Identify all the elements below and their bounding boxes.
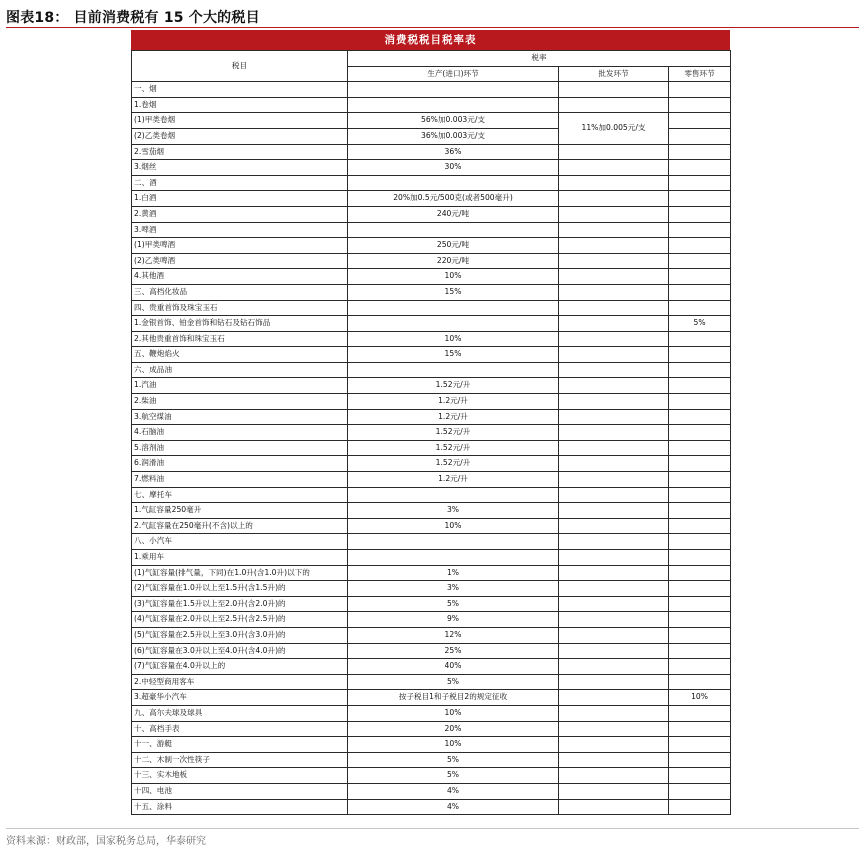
retail-rate-cell xyxy=(669,253,731,269)
tax-item-cell: 4.石脑油 xyxy=(132,425,348,441)
table-row xyxy=(132,783,731,799)
tax-item-cell: (4)气缸容量在2.0升以上至2.5升(含2.5升)的 xyxy=(132,612,348,628)
table-row xyxy=(132,206,731,222)
table-row xyxy=(132,316,731,332)
retail-rate-cell xyxy=(669,534,731,550)
tax-item-cell: 十一、游艇 xyxy=(132,737,348,753)
retail-rate-cell xyxy=(669,565,731,581)
tax-item-cell: 九、高尔夫球及球具 xyxy=(132,705,348,721)
tax-item-cell: 四、贵重首饰及珠宝玉石 xyxy=(132,300,348,316)
retail-rate-cell xyxy=(669,347,731,363)
wholesale-rate-cell xyxy=(559,659,669,675)
production-rate-cell: 1.52元/升 xyxy=(348,440,559,456)
wholesale-rate-cell xyxy=(559,362,669,378)
retail-rate-cell xyxy=(669,627,731,643)
table-row xyxy=(132,284,731,300)
table-row xyxy=(132,113,731,129)
table-row xyxy=(132,737,731,753)
retail-rate-cell xyxy=(669,238,731,254)
tax-item-cell: (3)气缸容量在1.5升以上至2.0升(含2.0升)的 xyxy=(132,596,348,612)
table-row xyxy=(132,440,731,456)
retail-rate-cell xyxy=(669,331,731,347)
production-rate-cell: 240元/吨 xyxy=(348,206,559,222)
tax-item-cell: (1)甲类啤酒 xyxy=(132,238,348,254)
table-row xyxy=(132,659,731,675)
source-divider xyxy=(6,828,859,829)
tax-item-cell: 2.黄酒 xyxy=(132,206,348,222)
table-row xyxy=(132,534,731,550)
production-rate-cell: 40% xyxy=(348,659,559,675)
table-row xyxy=(132,487,731,503)
wholesale-rate-cell xyxy=(559,799,669,815)
retail-rate-cell xyxy=(669,518,731,534)
table-row xyxy=(132,612,731,628)
table-row xyxy=(132,425,731,441)
production-rate-cell: 4% xyxy=(348,799,559,815)
table-row xyxy=(132,409,731,425)
table-row xyxy=(132,721,731,737)
retail-rate-cell xyxy=(669,705,731,721)
tax-item-cell: 3.超豪华小汽车 xyxy=(132,690,348,706)
table-row xyxy=(132,300,731,316)
tax-item-cell: (2)乙类卷烟 xyxy=(132,128,348,144)
table-row xyxy=(132,253,731,269)
wholesale-rate-cell xyxy=(559,503,669,519)
retail-rate-cell xyxy=(669,550,731,566)
retail-rate-cell xyxy=(669,222,731,238)
wholesale-rate-cell xyxy=(559,674,669,690)
table-row xyxy=(132,456,731,472)
table-row xyxy=(132,191,731,207)
retail-rate-cell xyxy=(669,97,731,113)
wholesale-rate-cell xyxy=(559,783,669,799)
wholesale-rate-cell xyxy=(559,643,669,659)
retail-rate-cell xyxy=(669,206,731,222)
wholesale-rate-cell xyxy=(559,534,669,550)
production-rate-cell: 56%加0.003元/支 xyxy=(348,113,559,129)
production-rate-cell: 1.2元/升 xyxy=(348,394,559,410)
table-title: 消费税税目税率表 xyxy=(131,30,730,50)
production-rate-cell: 15% xyxy=(348,284,559,300)
wholesale-rate-cell xyxy=(559,768,669,784)
wholesale-rate-cell xyxy=(559,331,669,347)
tax-item-cell: 八、小汽车 xyxy=(132,534,348,550)
wholesale-rate-cell xyxy=(559,394,669,410)
table-row xyxy=(132,222,731,238)
retail-rate-cell xyxy=(669,737,731,753)
production-rate-cell: 1.52元/升 xyxy=(348,456,559,472)
tax-item-cell: (5)气缸容量在2.5升以上至3.0升(含3.0升)的 xyxy=(132,627,348,643)
tax-item-cell: 3.烟丝 xyxy=(132,160,348,176)
retail-rate-cell xyxy=(669,472,731,488)
wholesale-rate-cell xyxy=(559,253,669,269)
production-rate-cell xyxy=(348,222,559,238)
production-rate-cell: 1% xyxy=(348,565,559,581)
production-rate-cell: 按子税目1和子税目2的规定征收 xyxy=(348,690,559,706)
wholesale-rate-cell xyxy=(559,284,669,300)
tax-item-cell: (1)气缸容量(排气量，下同)在1.0升(含1.0升)以下的 xyxy=(132,565,348,581)
retail-rate-cell xyxy=(669,175,731,191)
retail-rate-cell xyxy=(669,674,731,690)
tax-item-cell: 7.燃料油 xyxy=(132,472,348,488)
retail-rate-cell xyxy=(669,82,731,98)
wholesale-rate-cell xyxy=(559,144,669,160)
tax-rate-table xyxy=(131,50,731,815)
production-rate-cell xyxy=(348,550,559,566)
retail-rate-cell xyxy=(669,596,731,612)
table-row xyxy=(132,799,731,815)
table-row xyxy=(132,238,731,254)
table-row xyxy=(132,768,731,784)
tax-item-cell: 2.气缸容量在250毫升(不含)以上的 xyxy=(132,518,348,534)
retail-rate-cell xyxy=(669,503,731,519)
wholesale-rate-cell xyxy=(559,378,669,394)
tax-item-cell: 十、高档手表 xyxy=(132,721,348,737)
tax-item-cell: 1.金银首饰、铂金首饰和钻石及钻石饰品 xyxy=(132,316,348,332)
table-row xyxy=(132,378,731,394)
production-rate-cell: 30% xyxy=(348,160,559,176)
tax-item-cell: 三、高档化妆品 xyxy=(132,284,348,300)
wholesale-rate-cell xyxy=(559,425,669,441)
production-rate-cell: 10% xyxy=(348,331,559,347)
wholesale-rate-cell xyxy=(559,752,669,768)
production-rate-cell: 12% xyxy=(348,627,559,643)
tax-item-cell: 1.卷烟 xyxy=(132,97,348,113)
wholesale-rate-cell xyxy=(559,160,669,176)
table-row xyxy=(132,472,731,488)
production-rate-cell: 36% xyxy=(348,144,559,160)
tax-item-cell: 2.雪茄烟 xyxy=(132,144,348,160)
production-rate-cell xyxy=(348,175,559,191)
tax-item-cell: 二、酒 xyxy=(132,175,348,191)
wholesale-rate-cell xyxy=(559,316,669,332)
retail-rate-cell xyxy=(669,783,731,799)
production-rate-cell: 10% xyxy=(348,737,559,753)
retail-rate-cell xyxy=(669,284,731,300)
production-rate-cell: 10% xyxy=(348,705,559,721)
retail-rate-cell xyxy=(669,581,731,597)
production-rate-cell xyxy=(348,487,559,503)
wholesale-rate-cell xyxy=(559,721,669,737)
source-note: 资料来源：财政部，国家税务总局，华泰研究 xyxy=(6,836,206,847)
table-row xyxy=(132,347,731,363)
production-rate-cell: 250元/吨 xyxy=(348,238,559,254)
production-rate-cell: 3% xyxy=(348,581,559,597)
table-row xyxy=(132,596,731,612)
production-rate-cell: 20%加0.5元/500克(或者500毫升) xyxy=(348,191,559,207)
retail-rate-cell xyxy=(669,144,731,160)
production-rate-cell: 1.52元/升 xyxy=(348,378,559,394)
header-production: 生产(进口)环节 xyxy=(348,66,559,82)
retail-rate-cell xyxy=(669,752,731,768)
production-rate-cell: 10% xyxy=(348,269,559,285)
tax-rate-table-container xyxy=(131,30,730,815)
retail-rate-cell xyxy=(669,409,731,425)
production-rate-cell xyxy=(348,300,559,316)
tax-item-cell: 五、鞭炮焰火 xyxy=(132,347,348,363)
table-row xyxy=(132,144,731,160)
wholesale-rate-cell xyxy=(559,269,669,285)
table-row xyxy=(132,269,731,285)
table-row xyxy=(132,362,731,378)
retail-rate-cell xyxy=(669,362,731,378)
wholesale-rate-cell xyxy=(559,550,669,566)
header-rate: 税率 xyxy=(348,51,731,67)
table-row xyxy=(132,690,731,706)
retail-rate-cell xyxy=(669,128,731,144)
retail-rate-cell: 5% xyxy=(669,316,731,332)
wholesale-rate-cell xyxy=(559,175,669,191)
table-row xyxy=(132,503,731,519)
wholesale-rate-cell xyxy=(559,627,669,643)
retail-rate-cell xyxy=(669,440,731,456)
retail-rate-cell xyxy=(669,643,731,659)
header-wholesale: 批发环节 xyxy=(559,66,669,82)
production-rate-cell: 15% xyxy=(348,347,559,363)
table-row xyxy=(132,627,731,643)
retail-rate-cell xyxy=(669,659,731,675)
tax-item-cell: 3.航空煤油 xyxy=(132,409,348,425)
wholesale-rate-cell xyxy=(559,347,669,363)
tax-item-cell: 2.中轻型商用客车 xyxy=(132,674,348,690)
header-row-1 xyxy=(132,51,731,67)
tax-item-cell: 十二、木制一次性筷子 xyxy=(132,752,348,768)
production-rate-cell: 5% xyxy=(348,768,559,784)
wholesale-rate-cell xyxy=(559,690,669,706)
production-rate-cell xyxy=(348,534,559,550)
wholesale-rate-cell xyxy=(559,565,669,581)
wholesale-rate-cell xyxy=(559,206,669,222)
wholesale-rate-cell xyxy=(559,440,669,456)
wholesale-rate-cell xyxy=(559,612,669,628)
tax-item-cell: 3.啤酒 xyxy=(132,222,348,238)
wholesale-rate-cell xyxy=(559,456,669,472)
table-row xyxy=(132,674,731,690)
wholesale-rate-cell xyxy=(559,300,669,316)
tax-item-cell: 6.润滑油 xyxy=(132,456,348,472)
tax-item-cell: 一、烟 xyxy=(132,82,348,98)
retail-rate-cell xyxy=(669,456,731,472)
production-rate-cell xyxy=(348,97,559,113)
wholesale-rate-cell xyxy=(559,518,669,534)
table-row xyxy=(132,581,731,597)
wholesale-rate-cell xyxy=(559,487,669,503)
wholesale-rate-cell xyxy=(559,472,669,488)
production-rate-cell: 1.2元/升 xyxy=(348,409,559,425)
tax-item-cell: 六、成品油 xyxy=(132,362,348,378)
production-rate-cell xyxy=(348,316,559,332)
wholesale-rate-cell xyxy=(559,97,669,113)
header-item: 税目 xyxy=(132,51,348,82)
table-row xyxy=(132,175,731,191)
retail-rate-cell xyxy=(669,721,731,737)
wholesale-rate-cell xyxy=(559,82,669,98)
wholesale-rate-cell xyxy=(559,222,669,238)
production-rate-cell: 4% xyxy=(348,783,559,799)
retail-rate-cell xyxy=(669,378,731,394)
table-row xyxy=(132,565,731,581)
production-rate-cell xyxy=(348,82,559,98)
tax-item-cell: (2)乙类啤酒 xyxy=(132,253,348,269)
retail-rate-cell xyxy=(669,300,731,316)
figure-title: 图表18： 目前消费税有 15 个大的税目 xyxy=(6,10,260,26)
production-rate-cell: 5% xyxy=(348,752,559,768)
retail-rate-cell xyxy=(669,394,731,410)
tax-item-cell: 1.汽油 xyxy=(132,378,348,394)
table-row xyxy=(132,331,731,347)
retail-rate-cell: 10% xyxy=(669,690,731,706)
production-rate-cell: 5% xyxy=(348,596,559,612)
retail-rate-cell xyxy=(669,612,731,628)
tax-item-cell: 5.溶剂油 xyxy=(132,440,348,456)
wholesale-rate-cell xyxy=(559,581,669,597)
retail-rate-cell xyxy=(669,425,731,441)
retail-rate-cell xyxy=(669,269,731,285)
table-row xyxy=(132,752,731,768)
table-row xyxy=(132,160,731,176)
production-rate-cell: 3% xyxy=(348,503,559,519)
header-retail: 零售环节 xyxy=(669,66,731,82)
production-rate-cell: 9% xyxy=(348,612,559,628)
tax-item-cell: 2.柴油 xyxy=(132,394,348,410)
table-row xyxy=(132,643,731,659)
tax-item-cell: 2.其他贵重首饰和珠宝玉石 xyxy=(132,331,348,347)
tax-item-cell: 1.气缸容量250毫升 xyxy=(132,503,348,519)
tax-item-cell: 4.其他酒 xyxy=(132,269,348,285)
production-rate-cell: 5% xyxy=(348,674,559,690)
tax-item-cell: 七、摩托车 xyxy=(132,487,348,503)
tax-item-cell: (6)气缸容量在3.0升以上至4.0升(含4.0升)的 xyxy=(132,643,348,659)
wholesale-rate-cell xyxy=(559,705,669,721)
wholesale-rate-cell xyxy=(559,238,669,254)
title-divider xyxy=(6,27,859,28)
table-row xyxy=(132,394,731,410)
retail-rate-cell xyxy=(669,768,731,784)
tax-item-cell: 十三、实木地板 xyxy=(132,768,348,784)
tax-item-cell: 1.乘用车 xyxy=(132,550,348,566)
tax-item-cell: 十四、电池 xyxy=(132,783,348,799)
wholesale-rate-cell xyxy=(559,596,669,612)
tax-item-cell: 1.白酒 xyxy=(132,191,348,207)
table-row xyxy=(132,550,731,566)
production-rate-cell: 20% xyxy=(348,721,559,737)
production-rate-cell: 220元/吨 xyxy=(348,253,559,269)
tax-item-cell: 十五、涂料 xyxy=(132,799,348,815)
retail-rate-cell xyxy=(669,113,731,129)
wholesale-rate-cell xyxy=(559,191,669,207)
retail-rate-cell xyxy=(669,487,731,503)
retail-rate-cell xyxy=(669,160,731,176)
production-rate-cell xyxy=(348,362,559,378)
production-rate-cell: 36%加0.003元/支 xyxy=(348,128,559,144)
wholesale-rate-cell xyxy=(559,409,669,425)
production-rate-cell: 1.2元/升 xyxy=(348,472,559,488)
table-row xyxy=(132,518,731,534)
retail-rate-cell xyxy=(669,191,731,207)
production-rate-cell: 25% xyxy=(348,643,559,659)
tax-item-cell: (1)甲类卷烟 xyxy=(132,113,348,129)
wholesale-rate-cell xyxy=(559,737,669,753)
tax-item-cell: (7)气缸容量在4.0升以上的 xyxy=(132,659,348,675)
production-rate-cell: 10% xyxy=(348,518,559,534)
table-row xyxy=(132,82,731,98)
table-row xyxy=(132,97,731,113)
production-rate-cell: 1.52元/升 xyxy=(348,425,559,441)
retail-rate-cell xyxy=(669,799,731,815)
wholesale-rate-cell: 11%加0.005元/支 xyxy=(559,113,669,144)
table-row xyxy=(132,705,731,721)
tax-item-cell: (2)气缸容量在1.0升以上至1.5升(含1.5升)的 xyxy=(132,581,348,597)
